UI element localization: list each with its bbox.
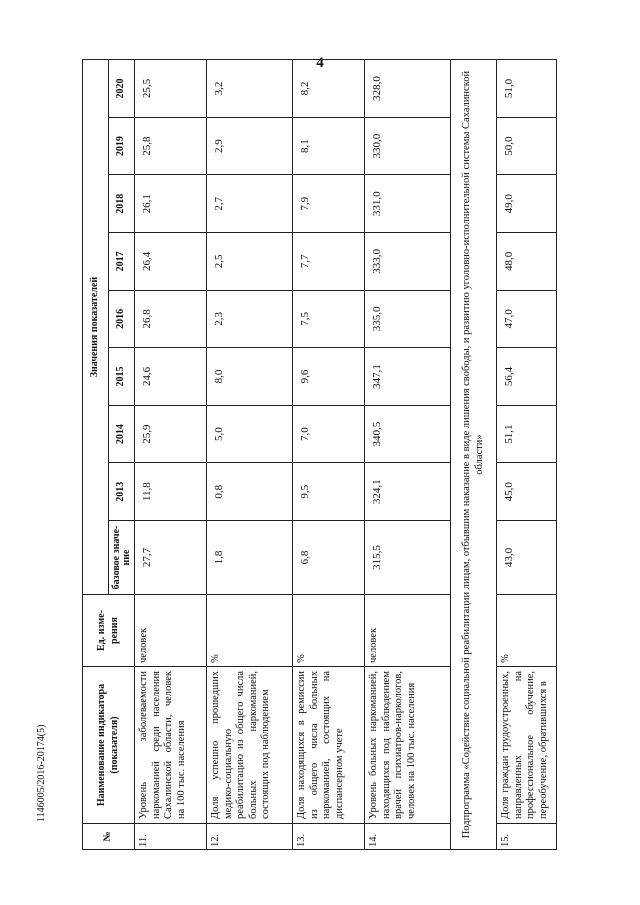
value-cell-2020: 8,2 — [293, 60, 365, 118]
value-cell-2018: 7,9 — [293, 175, 365, 233]
subprogram-row — [451, 60, 497, 850]
value-cell-2019: 25,8 — [135, 117, 207, 175]
value-cell-2014: 51,1 — [497, 405, 557, 463]
value-cell-2017: 7,7 — [293, 233, 365, 291]
value-cell-2020: 328,0 — [365, 60, 451, 118]
value-cell-2016: 2,3 — [207, 290, 293, 348]
base-value-cell: 1,8 — [207, 521, 293, 595]
unit-cell: человек — [365, 595, 451, 667]
value-cell-2019: 330,0 — [365, 117, 451, 175]
indicator-name: Уровень больных наркоманией, находящихся под наблюдением врачей психиатров-наркологов, человек на 100 тыс. населения — [365, 667, 451, 824]
unit-cell: % — [293, 595, 365, 667]
header-year-2019: 2019 — [109, 117, 135, 175]
indicator-name: Доля граждан трудоустроенных, направленных на профессиональное обучение, переобучение, обратившихся в — [497, 667, 557, 824]
value-cell-2015: 24,6 — [135, 348, 207, 406]
rotated-table-container — [82, 60, 549, 850]
value-cell-2013: 45,0 — [497, 463, 557, 521]
value-cell-2015: 56,4 — [497, 348, 557, 406]
value-cell-2020: 51,0 — [497, 60, 557, 118]
value-cell-2018: 2,7 — [207, 175, 293, 233]
row-number: 15. — [497, 824, 557, 850]
value-cell-2014: 5,0 — [207, 405, 293, 463]
header-year-2018: 2018 — [109, 175, 135, 233]
indicator-name: Доля находящихся в ремиссии из общего числа больных наркоманией, состоящих на диспансерном учете — [293, 667, 365, 824]
unit-cell: человек — [135, 595, 207, 667]
header-unit: Ед. изме-рения — [83, 595, 135, 667]
value-cell-2013: 324,1 — [365, 463, 451, 521]
base-value-cell: 6,8 — [293, 521, 365, 595]
header-year-2016: 2016 — [109, 290, 135, 348]
value-cell-2013: 0,8 — [207, 463, 293, 521]
value-cell-2018: 26,1 — [135, 175, 207, 233]
value-cell-2018: 49,0 — [497, 175, 557, 233]
value-cell-2016: 26,8 — [135, 290, 207, 348]
value-cell-2016: 47,0 — [497, 290, 557, 348]
table-row — [365, 60, 451, 850]
value-cell-2018: 331,0 — [365, 175, 451, 233]
value-cell-2020: 3,2 — [207, 60, 293, 118]
header-year-2017: 2017 — [109, 233, 135, 291]
value-cell-2019: 8,1 — [293, 117, 365, 175]
document-code: 1146005/2016-20174(5) — [36, 724, 47, 822]
indicator-name: Уровень заболеваемости наркоманией среди населения Сахалинской области, человек на 100 тыс. населения — [135, 667, 207, 824]
row-number: 13. — [293, 824, 365, 850]
unit-cell: % — [497, 595, 557, 667]
base-value-cell: 315,5 — [365, 521, 451, 595]
page-number: 4 — [316, 55, 324, 71]
base-value-cell: 43,0 — [497, 521, 557, 595]
header-year-2013: 2013 — [109, 463, 135, 521]
value-cell-2019: 2,9 — [207, 117, 293, 175]
unit-cell: % — [207, 595, 293, 667]
value-cell-2015: 8,0 — [207, 348, 293, 406]
value-cell-2020: 25,5 — [135, 60, 207, 118]
row-number: 11. — [135, 824, 207, 850]
header-num: № — [83, 824, 135, 850]
indicator-name: Доля успешно прошедших медико-социальную реабилитацию из общего числа больных наркоманией, состоящих под наблюдением — [207, 667, 293, 824]
header-year-2020: 2020 — [109, 60, 135, 118]
value-cell-2013: 11,8 — [135, 463, 207, 521]
value-cell-2017: 2,5 — [207, 233, 293, 291]
header-year-2014: 2014 — [109, 405, 135, 463]
value-cell-2014: 340,5 — [365, 405, 451, 463]
value-cell-2013: 9,5 — [293, 463, 365, 521]
header-values-group: Значения показателей — [83, 60, 109, 595]
value-cell-2017: 26,4 — [135, 233, 207, 291]
value-cell-2015: 347,1 — [365, 348, 451, 406]
indicators-table — [82, 59, 557, 850]
value-cell-2017: 48,0 — [497, 233, 557, 291]
header-base-value: базовое значе-ние — [109, 521, 135, 595]
header-year-2015: 2015 — [109, 348, 135, 406]
table-row — [293, 60, 365, 850]
table-row — [207, 60, 293, 850]
header-indicator-name: Наименование индикатора (показателя) — [83, 667, 135, 824]
row-number: 12. — [207, 824, 293, 850]
base-value-cell: 27,7 — [135, 521, 207, 595]
value-cell-2015: 9,6 — [293, 348, 365, 406]
table-row — [497, 60, 557, 850]
value-cell-2014: 25,9 — [135, 405, 207, 463]
value-cell-2014: 7,0 — [293, 405, 365, 463]
subprogram-title: Подпрограмма «Содействие социальной реабилитации лицам, отбывшим наказание в виде лишения свободы, и развитию уголовно-исполнительной системы Сахалинской области» — [451, 60, 497, 850]
table-row — [135, 60, 207, 850]
value-cell-2017: 333,0 — [365, 233, 451, 291]
value-cell-2019: 50,0 — [497, 117, 557, 175]
row-number: 14. — [365, 824, 451, 850]
value-cell-2016: 335,0 — [365, 290, 451, 348]
value-cell-2016: 7,5 — [293, 290, 365, 348]
